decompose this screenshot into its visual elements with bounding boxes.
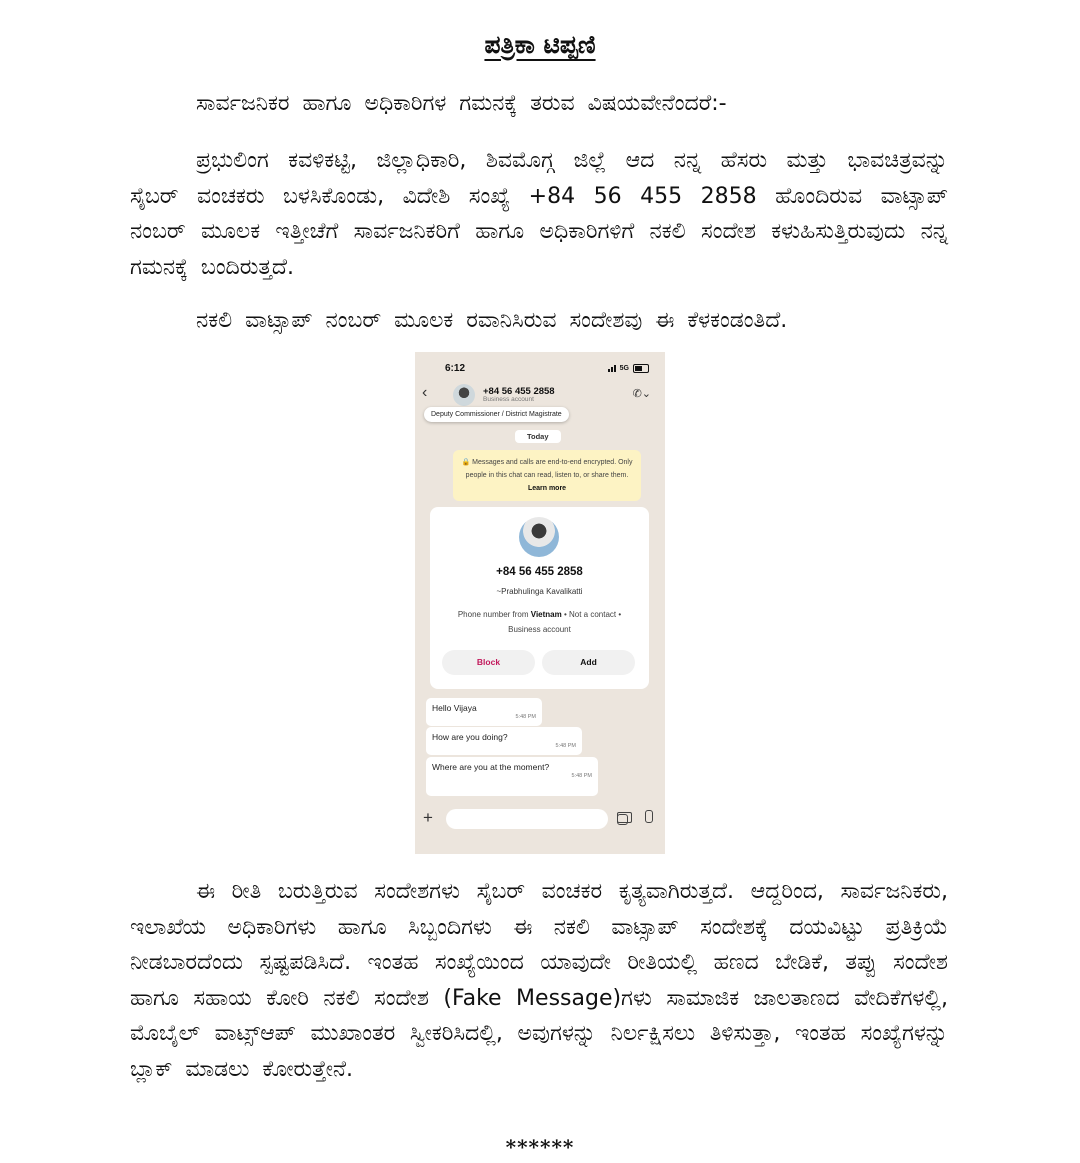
back-arrow-icon[interactable]: ‹: [422, 384, 428, 401]
message-input[interactable]: [446, 809, 608, 829]
status-time: 6:12: [445, 363, 466, 374]
battery-icon: [633, 364, 649, 373]
profile-name-tooltip: Deputy Commissioner / District Magistrate: [424, 407, 569, 422]
message-bubble[interactable]: How are you doing? 5:48 PM: [426, 727, 582, 755]
contact-avatar[interactable]: [453, 384, 475, 406]
header-contact-number[interactable]: +84 56 455 2858: [483, 386, 555, 397]
message-time: 5:48 PM: [555, 743, 576, 749]
card-number: +84 56 455 2858: [496, 566, 583, 578]
signal-icon: [608, 365, 616, 372]
message-input-bar: [415, 808, 665, 830]
message-time: 5:48 PM: [571, 773, 592, 779]
paragraph-2: ನಕಲಿ ವಾಟ್ಸಾಪ್ ನಂಬರ್ ಮೂಲಕ ರವಾನಿಸಿರುವ ಸಂದೇಶವು ಈ ಕೆಳಕಂಡಂತಿದೆ.: [196, 308, 788, 333]
learn-more-link[interactable]: Learn more: [527, 485, 567, 492]
end-mark: ******: [505, 1135, 575, 1159]
date-chip: Today: [515, 430, 561, 443]
paragraph-3: ಈ ರೀತಿ ಬರುತ್ತಿರುವ ಸಂದೇಶಗಳು ಸೈಬರ್ ವಂಚಕರ ಕೃತ್ಯವಾಗಿರುತ್ತದೆ. ಆದ್ದರಿಂದ, ಸಾರ್ವಜನಿಕರು, ಇಲಾಖೆಯ ಅಧಿಕಾರಿಗಳು ಹಾಗೂ ಸಿಬ್ಬಂದಿಗಳು ಈ ನಕಲಿ ವಾಟ್ಸಾಪ್ ಸಂದೇಶಕ್ಕೆ ದಯವಿಟ್ಟು ಪ್ರತಿಕ್ರಿಯೆ ನೀಡಬಾರದೆಂದು ಸ್ಪಷ್ಟಪಡಿಸಿದೆ. ಇಂತಹ ಸಂಖ್ಯೆಯಿಂದ ಯಾವುದೇ ರೀತಿಯಲ್ಲಿ ಹಣದ ಬೇಡಿಕೆ, ತಪ್ಪು ಸಂದೇಶ ಹಾಗೂ ಸಹಾಯ ಕೋರಿ ನಕಲಿ ಸಂದೇಶ (Fake Message)ಗಳು ಸಾಮಾಜಿಕ ಜಾಲತಾಣದ ವೇದಿಕೆಗಳಲ್ಲಿ, ಮೊಬೈಲ್ ವಾಟ್ಸ್ಆಪ್ ಮುಖಾಂತರ ಸ್ವೀಕರಿಸಿದಲ್ಲಿ, ಅವುಗಳನ್ನು ನಿರ್ಲಕ್ಷಿಸಲು ತಿಳಿಸುತ್ತಾ, ಇಂತಹ ಸಂಖ್ಯೆಗಳನ್ನು ಬ್ಲಾಕ್ ಮಾಡಲು ಕೋರುತ್ತೇನೆ.: [130, 879, 948, 1082]
encryption-notice[interactable]: [453, 450, 641, 501]
add-button[interactable]: Add: [542, 650, 635, 675]
plus-icon[interactable]: +: [423, 808, 433, 827]
message-time: 5:48 PM: [515, 714, 536, 720]
camera-icon[interactable]: [617, 812, 632, 823]
network-label: 5G: [619, 365, 629, 372]
message-bubble[interactable]: Where are you at the moment? 5:48 PM: [426, 757, 598, 796]
card-info: Phone number from Vietnam • Not a contact • Business account: [457, 610, 622, 634]
lock-icon: 🔒: [461, 459, 471, 466]
document-title: ಪತ್ರಿಕಾ ಟಿಪ್ಪಣಿ: [484, 30, 596, 59]
mic-icon[interactable]: [645, 810, 653, 823]
message-bubble[interactable]: Hello Vijaya 5:48 PM: [426, 698, 542, 726]
whatsapp-screenshot: [415, 352, 665, 854]
block-button[interactable]: Block: [442, 650, 535, 675]
card-name: ~Prabhulinga Kavalikatti: [496, 587, 583, 596]
status-indicators: [608, 364, 649, 373]
header-subtitle: Business account: [483, 396, 534, 403]
paragraph-1: ಪ್ರಭುಲಿಂಗ ಕವಳಿಕಟ್ಟಿ, ಜಿಲ್ಲಾಧಿಕಾರಿ, ಶಿವಮೊಗ್ಗ ಜಿಲ್ಲೆ ಆದ ನನ್ನ ಹೆಸರು ಮತ್ತು ಭಾವಚಿತ್ರವನ್ನು ಸೈಬರ್ ವಂಚಕರು ಬಳಸಿಕೊಂಡು, ವಿದೇಶಿ ಸಂಖ್ಯೆ +84 56 455 2858 ಹೊಂದಿರುವ ವಾಟ್ಸಾಪ್ ನಂಬರ್ ಮೂಲಕ ಇತ್ತೀಚೆಗೆ ಸಾರ್ವಜನಿಕರಿಗೆ ಹಾಗೂ ಅಧಿಕಾರಿಗಳಿಗೆ ನಕಲಿ ಸಂದೇಶ ಕಳುಹಿಸುತ್ತಿರುವುದು ನನ್ನ ಗಮನಕ್ಕೆ ಬಂದಿರುತ್ತದೆ.: [130, 148, 948, 280]
encryption-text: Messages and calls are end-to-end encrypted. Only people in this chat can read, listen to, or share them.: [465, 459, 633, 479]
call-icon[interactable]: ✆⌄: [632, 388, 651, 400]
card-avatar: [519, 517, 559, 557]
contact-card: [430, 507, 649, 689]
intro-line: ಸಾರ್ವಜನಿಕರ ಹಾಗೂ ಅಧಿಕಾರಿಗಳ ಗಮನಕ್ಕೆ ತರುವ ವಿಷಯವೇನೆಂದರೆ:-: [196, 91, 727, 116]
